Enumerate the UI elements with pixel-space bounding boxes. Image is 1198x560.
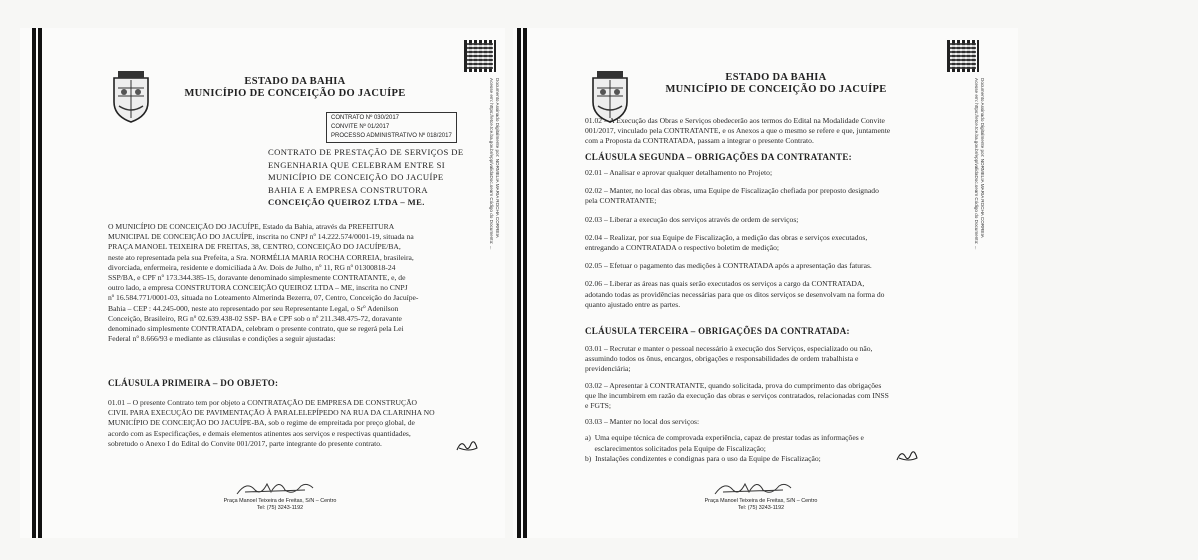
invitation-number: CONVITE Nº 01/2017 — [331, 124, 390, 130]
clause-line: sobretudo o Anexo I do Edital do Convite 001/2017, parte integrante do presente contrato. — [108, 438, 382, 448]
initials-signature-icon — [455, 438, 479, 459]
clause-line: com a Proposta da CONTRATADA, passam a integrar o presente Contrato. — [585, 136, 814, 146]
contract-title — [268, 146, 498, 209]
page-footer — [691, 498, 831, 512]
clause-line: a) Uma equipe técnica de comprovada experiência, capaz de prestar todas as informações e — [585, 433, 864, 443]
clause-line: entregando a CONTRATADA o respectivo boletim de medição; — [585, 243, 780, 253]
clause-2-title: CLÁUSULA SEGUNDA – OBRIGAÇÕES DA CONTRATANTE: — [585, 152, 852, 162]
clause-item — [585, 215, 970, 225]
clause-line: 01.01 – O presente Contrato tem por objeto a CONTRATAÇÃO DE EMPRESA DE CONSTRUÇÃO — [108, 398, 418, 407]
binder-line — [523, 28, 527, 538]
clause-item — [585, 381, 970, 412]
title-line: CONCEIÇÃO QUEIROZ LTDA – ME. — [268, 197, 425, 208]
clause-item — [585, 344, 970, 375]
clause-line: pela CONTRATANTE; — [585, 196, 657, 206]
preamble-line: neste ato representada pela sua Prefeita, a Sra. NORMÉLIA MARIA ROCHA CORREIA, brasileira, — [108, 252, 414, 262]
preamble-line: Conceição, Brasileiro, RG nº 02.639.438-02 SSP- BA e CPF sob o nº 211.348.475-72, doravante — [108, 313, 402, 323]
clause-line: 02.06 – Liberar as áreas nas quais serão executados os serviços a cargo da CONTRATADA, — [585, 279, 865, 289]
preamble-line: nº 16.584.771/0001-03, situada no Loteamento Almerinda Bezerra, 07, Centro, Conceição do Jacuípe- — [108, 293, 419, 303]
preamble-line: denominado simplesmente CONTRATADA, celebram o presente contrato, que se regerá pela Lei — [108, 324, 404, 334]
binder-line — [38, 28, 42, 538]
clause-line: 03.02 – Apresentar à CONTRATANTE, quando solicitada, prova do cumprimento das obrigações — [585, 380, 882, 390]
stamp-line: Documento Assinado Digitalmente por: NORMELIA MARIA ROCHA CORREIA — [980, 78, 985, 238]
qr-code-icon — [947, 40, 979, 72]
clause-line: quanto ajustado entre as partes. — [585, 299, 681, 309]
letterhead-state: ESTADO DA BAHIA — [725, 72, 827, 83]
footer-phone: Tel: (75) 3243-1192 — [256, 505, 304, 511]
letterhead-municipality: MUNICÍPIO DE CONCEIÇÃO DO JACUÍPE — [665, 84, 887, 95]
clause-1-continued — [585, 116, 970, 147]
clause-line: adotando todas as providências necessárias para que os ditos serviços se desenvolvam na forma do — [585, 289, 885, 299]
clause-item — [585, 261, 970, 271]
footer-phone: Tel: (75) 3243-1192 — [737, 505, 785, 511]
clause-line: 02.05 – Efetuar o pagamento das medições à CONTRATADA após a apresentação das faturas. — [585, 261, 872, 271]
title-line: ENGENHARIA QUE CELEBRAM ENTRE SI — [268, 159, 446, 170]
contract-page-2 — [513, 28, 1018, 538]
municipal-crest-icon — [108, 68, 154, 124]
clause-line: 01.02 – A Execução das Obras e Serviços obedecerão aos termos do Edital na Modalidade Convite — [585, 116, 885, 125]
title-line: CONTRATO DE PRESTAÇÃO DE SERVIÇOS DE — [268, 147, 464, 157]
footer-address: Praça Manoel Teixeira de Freitas, S/N – Centro — [704, 498, 818, 504]
page-footer — [210, 498, 350, 512]
clause-line: que lhe incumbirem em razão da execução das obras e serviços contratados, relacionadas com INSS — [585, 390, 889, 400]
contract-page-1 — [20, 28, 505, 538]
clause-line: 03.01 – Recrutar e manter o pessoal necessário à execução dos Serviços, especializado ou não, — [585, 344, 873, 353]
preamble-line: O MUNICÍPIO DE CONCEIÇÃO DO JACUÍPE, Estado da Bahia, através da PREFEITURA — [108, 222, 395, 231]
binder-line — [32, 28, 36, 538]
clause-2-items — [585, 168, 970, 310]
contract-preamble — [108, 222, 503, 344]
clause-item — [585, 186, 970, 206]
clause-item — [585, 279, 970, 310]
clause-line: 02.02 – Manter, no local das obras, uma Equipe de Fiscalização chefiada por preposto designado — [585, 186, 879, 196]
qr-code-icon — [464, 40, 496, 72]
clause-line: assumindo todos os ônus, encargos, obrigações e responsabilidades de ordem trabalhista e — [585, 354, 859, 364]
clause-line: e FGTS; — [585, 401, 611, 411]
preamble-line: divorciada, enfermeira, residente e domiciliada à Av. Dois de Julho, nº 11, RG nº 01300818-24 — [108, 262, 396, 272]
stamp-line: Acesse em: https://etce.tce.ba.gov.br/epp/validaDoc.seam Código do Documento: ... — [974, 78, 979, 250]
clause-line: 03.03 – Manter no local dos serviços: — [585, 417, 700, 427]
clause-line: 001/2017, vinculado pela CONTRATANTE, e os Anexos a que o mesmo se refere e que, juntamente — [585, 126, 891, 136]
letterhead — [651, 72, 901, 96]
stamp-line: Acesse em: https://etce.tce.ba.gov.br/epp/validaDoc.seam Código do Documento: ... — [489, 78, 494, 250]
clause-line: 02.01 – Analisar e aprovar qualquer detalhamento no Projeto; — [585, 168, 773, 177]
clause-line: previdenciária; — [585, 364, 631, 374]
preamble-line: Federal nº 8.666/93 e mediante as cláusulas e condições a seguir ajustadas: — [108, 334, 336, 344]
preamble-line: outro lado, a empresa CONSTRUTORA CONCEIÇÃO QUEIROZ LTDA – ME, inscrita no CNPJ — [108, 283, 408, 293]
clause-item — [585, 168, 970, 178]
digital-signature-stamp — [973, 78, 985, 250]
clause-3-items — [585, 344, 970, 464]
preamble-line: PRAÇA MANOEL TEIXEIRA DE FREITAS, 38, CENTRO, CONCEIÇÃO DO JACUÍPE/BA, — [108, 242, 401, 252]
preamble-line: MUNICIPAL DE CONCEIÇÃO DO JACUÍPE, inscrita no CNPJ nº 14.222.574/0001-19, situada na — [108, 232, 414, 242]
clause-1-text — [108, 398, 503, 449]
binder-line — [517, 28, 521, 538]
stamp-line: Documento Assinado Digitalmente por: NORMELIA MARIA ROCHA CORREIA — [495, 78, 500, 238]
clause-line: esclarecimentos solicitados pela Equipe de Fiscalização; — [585, 443, 766, 453]
contract-number: CONTRATO Nº 030/2017 — [331, 115, 399, 121]
clause-item — [585, 233, 970, 253]
clause-line: acordo com as Especificações, e demais elementos atinentes aos serviços e respectivas quantidades, — [108, 428, 411, 438]
footer-address: Praça Manoel Teixeira de Freitas, S/N – Centro — [223, 498, 337, 504]
preamble-line: Bahia – CEP : 44.245-000, neste ato representado por seu Representante Legal, o Srº Adenilson — [108, 303, 399, 313]
process-number: PROCESSO ADMINISTRATIVO Nº 018/2017 — [331, 133, 452, 139]
initials-signature-icon — [895, 448, 919, 469]
letterhead-municipality: MUNICÍPIO DE CONCEIÇÃO DO JACUÍPE — [184, 88, 406, 99]
clause-line: CIVIL PARA EXECUÇÃO DE PAVIMENTAÇÃO À PARALELEPÍPEDO NA RUA DA CLARINHA NO — [108, 408, 435, 418]
title-line: MUNICÍPIO DE CONCEIÇÃO DO JACUÍPE — [268, 172, 444, 183]
clause-line: 02.03 – Liberar a execução dos serviços através de ordem de serviços; — [585, 214, 799, 224]
clause-line: 02.04 – Realizar, por sua Equipe de Fiscalização, a medição das obras e serviços executados, — [585, 232, 868, 242]
clause-line: MUNICÍPIO DE CONCEIÇÃO DO JACUÍPE-BA, sob o regime de empreitada por preço global, de — [108, 418, 415, 428]
preamble-line: SSP/BA, e CPF nº 173.344.385-15, doravante denominado simplesmente CONTRATANTE, e, de — [108, 273, 406, 283]
clause-line: b) Instalações condizentes e condignas para o uso da Equipe de Fiscalização; — [585, 453, 821, 463]
clause-1-title: CLÁUSULA PRIMEIRA – DO OBJETO: — [108, 378, 279, 388]
title-line: BAHIA E A EMPRESA CONSTRUTORA — [268, 184, 428, 195]
contract-reference-box — [326, 112, 457, 143]
clause-item — [585, 417, 970, 427]
clause-3-title: CLÁUSULA TERCEIRA – OBRIGAÇÕES DA CONTRATADA: — [585, 326, 850, 336]
letterhead-state: ESTADO DA BAHIA — [244, 76, 346, 87]
letterhead — [170, 76, 420, 100]
